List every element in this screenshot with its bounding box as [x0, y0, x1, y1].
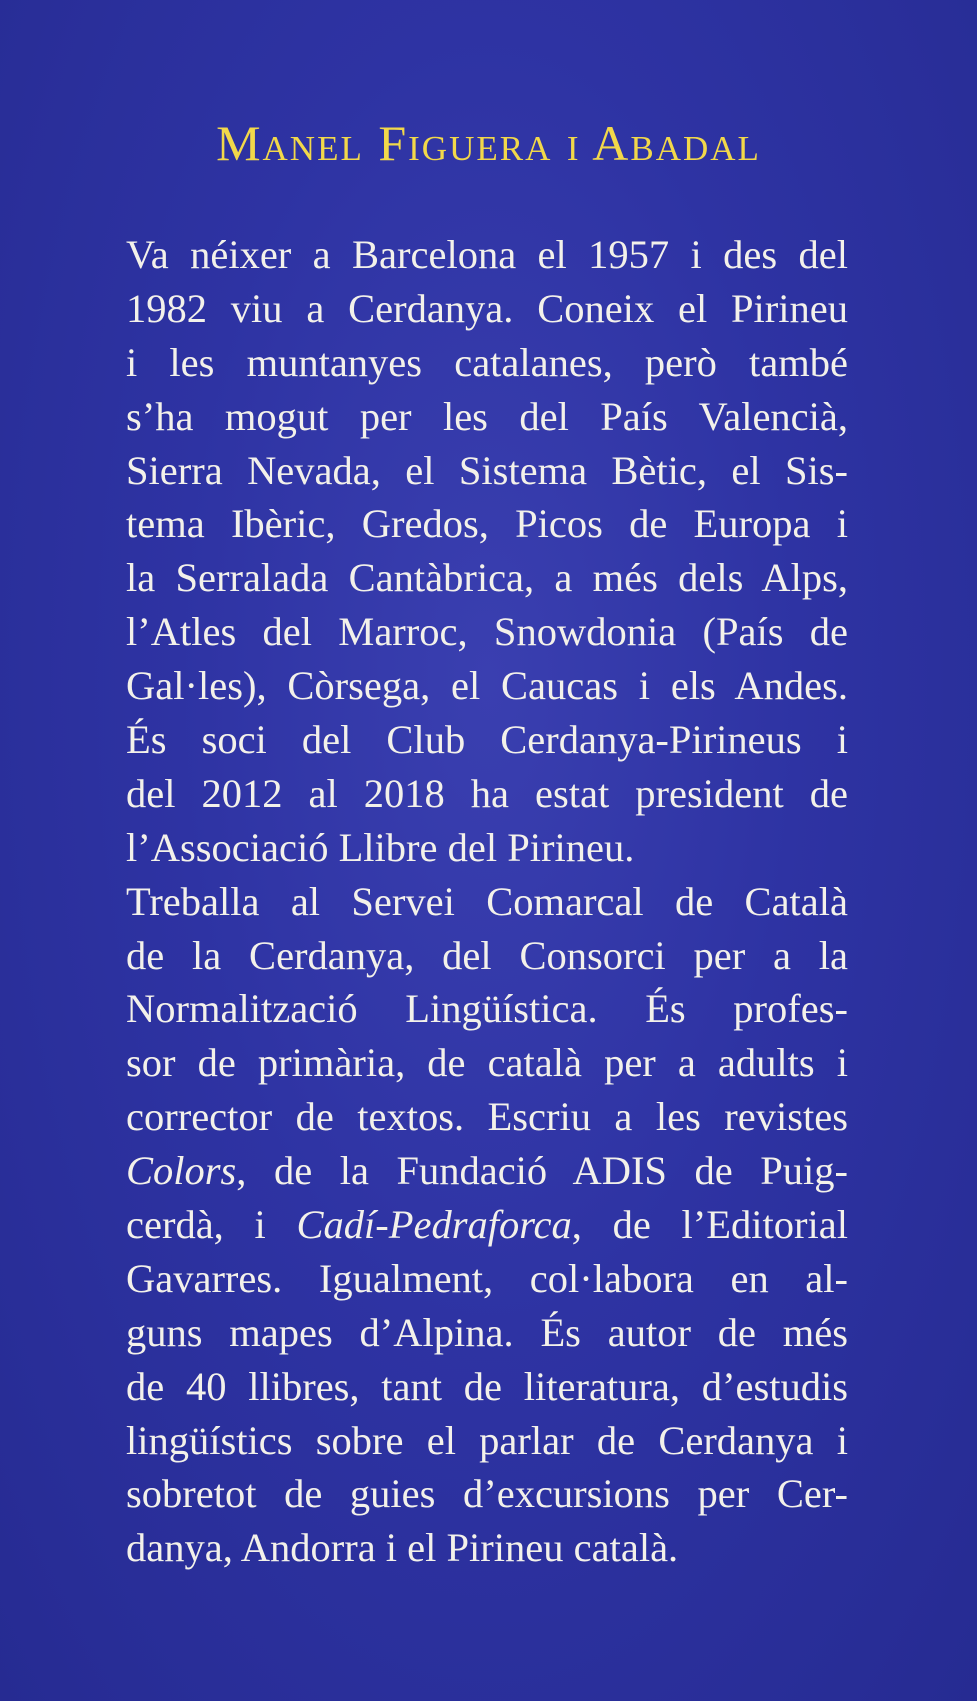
bio-paragraph-end-line: l’Associació Llibre del Pirineu.	[126, 824, 635, 870]
bio-line: i les muntanyes catalanes, però també	[126, 339, 848, 385]
author-name: Manel Figuera i Abadal	[216, 115, 761, 171]
bio-line: Gal·les), Còrsega, el Caucas i els Andes.	[126, 663, 848, 709]
bio-line: tema Ibèric, Gredos, Picos de Europa i	[126, 501, 848, 547]
author-biography	[126, 228, 848, 1575]
bio-line: lingüístics sobre el parlar de Cerdanya i	[126, 1417, 848, 1463]
bio-line-text: , de l’Editorial	[571, 1202, 848, 1248]
bio-line-text: , de la Fundació ADIS de Puig-	[236, 1148, 848, 1194]
bio-line: corrector de textos. Escriu a les revistes	[126, 1094, 848, 1140]
bio-line: És soci del Club Cerdanya-Pirineus i	[126, 717, 848, 763]
bio-line: Sierra Nevada, el Sistema Bètic, el Sis-	[126, 447, 848, 493]
bio-line: sobretot de guies d’excursions per Cer-	[126, 1471, 848, 1517]
bio-line: de la Cerdanya, del Consorci per a la	[126, 932, 848, 978]
bio-line: la Serralada Cantàbrica, a més dels Alps,	[126, 555, 848, 601]
bio-line-cadi	[126, 1198, 848, 1252]
magazine-title-cadi-pedraforca: Cadí-Pedraforca	[296, 1202, 572, 1248]
bio-line: Va néixer a Barcelona el 1957 i des del	[126, 232, 848, 277]
bio-line: Gavarres. Igualment, col·labora en al-	[126, 1255, 848, 1301]
bio-final-line: danya, Andorra i el Pirineu català.	[126, 1525, 679, 1571]
bio-line: l’Atles del Marroc, Snowdonia (País de	[126, 609, 848, 655]
magazine-title-colors: Colors	[126, 1148, 237, 1194]
bio-line: sor de primària, de català per a adults i	[126, 1040, 848, 1086]
bio-line: Normalització Lingüística. És profes-	[126, 986, 848, 1032]
bio-line: de 40 llibres, tant de literatura, d’estudis	[126, 1363, 848, 1409]
bio-line: s’ha mogut per les del País Valencià,	[126, 393, 848, 439]
bio-line: 1982 viu a Cerdanya. Coneix el Pirineu	[126, 285, 848, 331]
bio-line: guns mapes d’Alpina. És autor de més	[126, 1309, 848, 1355]
bio-line: Treballa al Servei Comarcal de Català	[126, 878, 848, 924]
bio-line-text: cerdà, i	[126, 1202, 297, 1248]
bio-line-colors	[126, 1144, 848, 1198]
bio-line: del 2012 al 2018 ha estat president de	[126, 770, 848, 816]
